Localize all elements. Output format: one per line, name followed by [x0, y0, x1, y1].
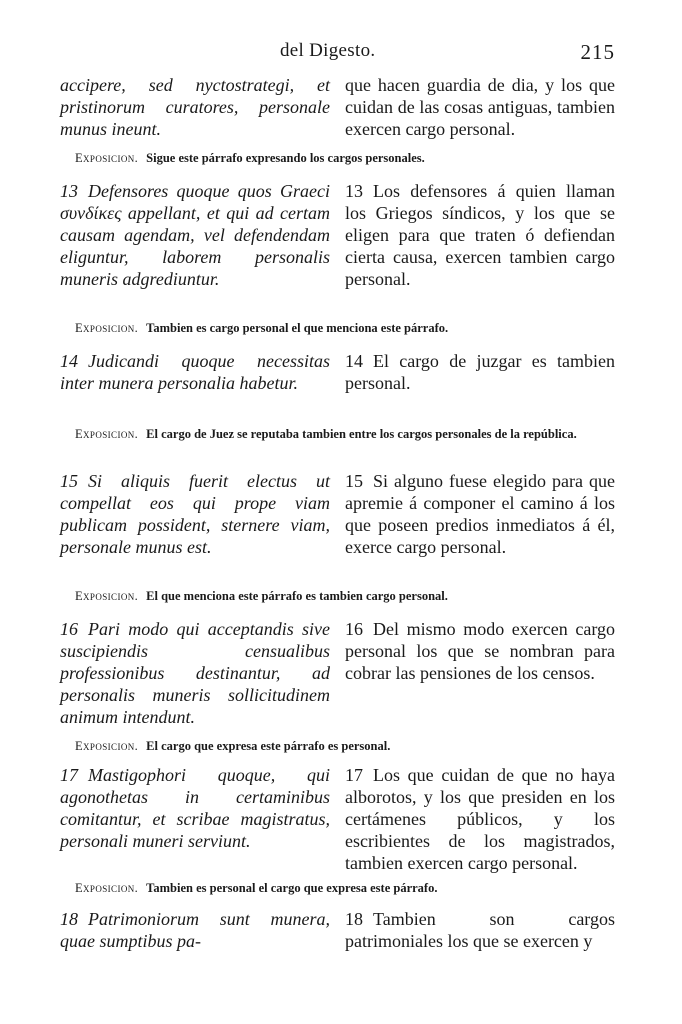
page-number: 215: [580, 40, 615, 64]
latin-text: 15 Si aliquis fuerit electus ut compellat eos qui prope viam publicam possident, sternere viam, personale munus est.: [60, 471, 330, 557]
running-title: del Digesto.: [280, 40, 376, 61]
latin-text: 13 Defensores quoque quos Graeci συνδίκες appellant, et qui ad certam causam agendam, vel defendendam eliguntur, laborem personalis muneris adgrediuntur.: [60, 181, 330, 289]
paragraph-number: 14: [60, 351, 78, 371]
exposicion-text: Sigue este párrafo expresando los cargos personales.: [146, 151, 425, 165]
spanish-text: 16 Del mismo modo exercen cargo personal los que se nombran para cobrar las pensiones de los censos.: [345, 619, 615, 683]
exposicion-note: [75, 880, 615, 896]
paragraph-number: 16: [345, 619, 363, 639]
exposicion-note: [75, 426, 615, 442]
paragraph-number: 14: [345, 351, 363, 371]
spanish-text: 13 Los defensores á quien llaman los Griegos síndicos, y los que se eligen para que traten ó defiendan cierta causa, exercen tambien cargo personal.: [345, 181, 615, 289]
paragraph-number: 18: [60, 909, 78, 929]
exposicion-text: Tambien es personal el cargo que expresa este párrafo.: [146, 881, 438, 895]
paragraph-number: 16: [60, 619, 78, 639]
spanish-text: que hacen guardia de dia, y los que cuidan de las cosas antiguas, tambien exercen cargo personal.: [345, 75, 615, 139]
exposicion-text: El cargo que expresa este párrafo es personal.: [146, 739, 391, 753]
paragraph-number: 17: [345, 765, 363, 785]
paragraph-number: 17: [60, 765, 78, 785]
spanish-text: 17 Los que cuidan de que no haya alborotos, y los que presiden en los certámenes públicos, y los escribientes de los magistrados, tambien exercen cargo personal.: [345, 765, 615, 873]
latin-text: 14 Judicandi quoque necessitas inter munera personalia habetur.: [60, 351, 330, 393]
paragraph-number: 18: [345, 909, 363, 929]
paragraph-number: 13: [345, 181, 363, 201]
latin-text: 18 Patrimoniorum sunt munera, quae sumptibus pa-: [60, 909, 330, 951]
paragraph-number: 13: [60, 181, 78, 201]
exposicion-label: Exposicion.: [75, 321, 139, 335]
exposicion-text: El cargo de Juez se reputaba tambien entre los cargos personales de la república.: [146, 427, 577, 441]
exposicion-label: Exposicion.: [75, 739, 139, 753]
exposicion-note: [75, 150, 615, 166]
exposicion-note: [75, 738, 615, 754]
spanish-text: 14 El cargo de juzgar es tambien personal.: [345, 351, 615, 393]
exposicion-text: Tambien es cargo personal el que menciona este párrafo.: [146, 321, 449, 335]
exposicion-label: Exposicion.: [75, 151, 139, 165]
paragraph-number: 15: [60, 471, 78, 491]
exposicion-label: Exposicion.: [75, 427, 139, 441]
page-header: [60, 40, 615, 66]
exposicion-note: [75, 320, 615, 336]
spanish-text: 15 Si alguno fuese elegido para que apremie á componer el camino á los que poseen predios inmediatos á él, exerce cargo personal.: [345, 471, 615, 557]
exposicion-note: [75, 588, 615, 604]
exposicion-text: El que menciona este párrafo es tambien cargo personal.: [146, 589, 448, 603]
latin-text: accipere, sed nyctostrategi, et pristinorum curatores, personale munus ineunt.: [60, 75, 330, 139]
latin-text: 16 Pari modo qui acceptandis sive suscipiendis censualibus professionibus destinantur, ad personalis muneris sollicitudinem animum intendunt.: [60, 619, 330, 727]
paragraph-number: 15: [345, 471, 363, 491]
exposicion-label: Exposicion.: [75, 589, 139, 603]
latin-text: 17 Mastigophori quoque, qui agonothetas in certaminibus comitantur, et scribae magistratus, personali muneri serviunt.: [60, 765, 330, 851]
exposicion-label: Exposicion.: [75, 881, 139, 895]
book-page: [60, 0, 615, 1024]
spanish-text: 18 Tambien son cargos patrimoniales los que se exercen y: [345, 909, 615, 951]
